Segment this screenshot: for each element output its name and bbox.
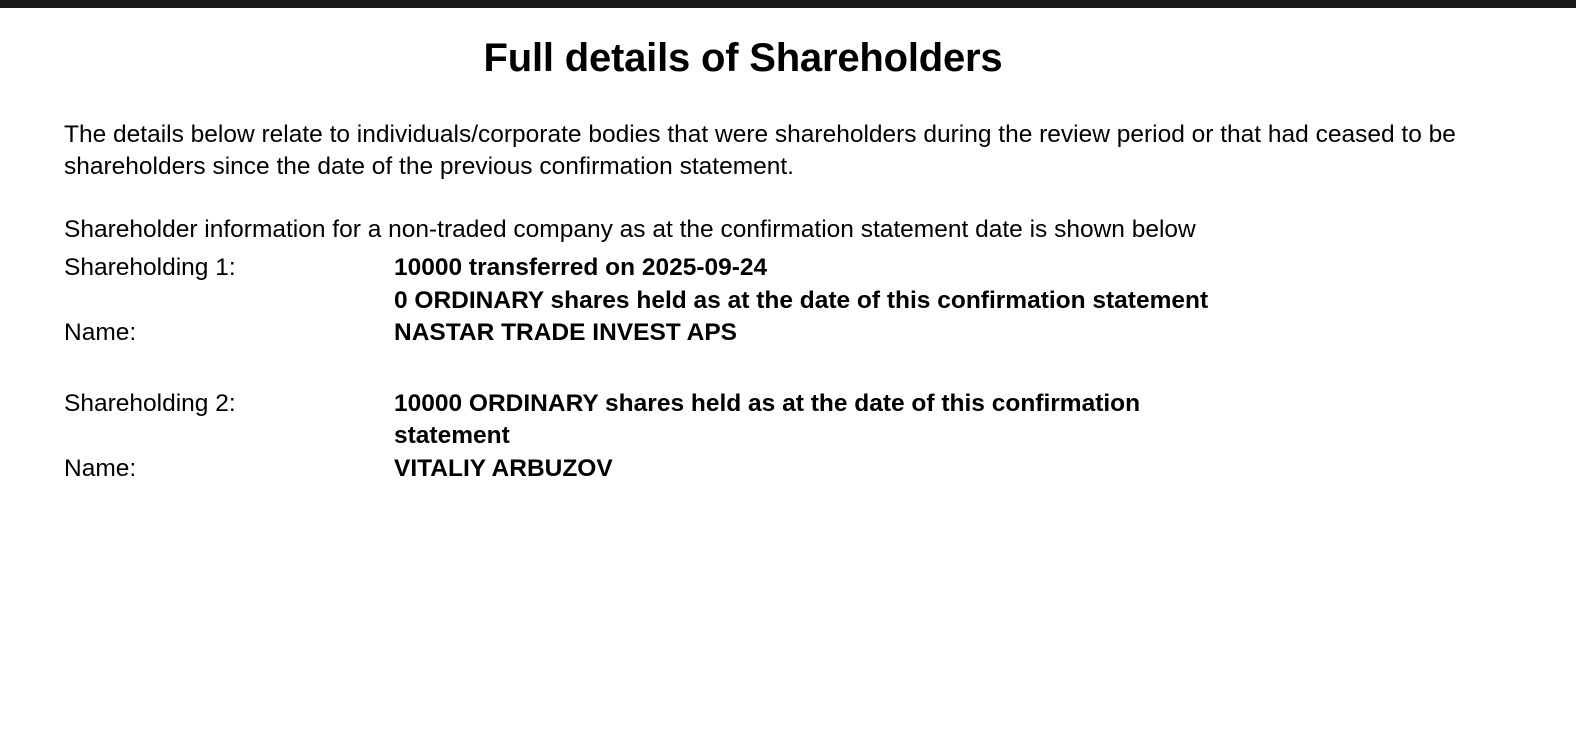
shareholding-1-line-1: 10000 transferred on 2025-09-24 — [394, 253, 768, 281]
shareholding-2-line-2: statement — [394, 422, 510, 450]
shareholding-1-name-value: NASTAR TRADE INVEST APS — [394, 319, 738, 347]
shareholding-1-line-2: 0 ORDINARY shares held as at the date of this confirmation statement — [394, 286, 1209, 314]
shareholding-1-name-row — [64, 317, 1512, 350]
shareholdings-list — [64, 252, 1512, 485]
shareholding-1-row — [64, 252, 1512, 317]
page-title: Full details of Shareholders — [483, 36, 1003, 80]
shareholding-2-name-value: VITALIY ARBUZOV — [394, 454, 613, 482]
shareholding-2-row — [64, 388, 1512, 453]
shareholding-2-line-1: 10000 ORDINARY shares held as at the date of this confirmation — [394, 389, 1141, 417]
intro-paragraph-1: The details below relate to individuals/corporate bodies that were shareholders during the review period or that had ceased to be shareholders since the date of the previous confirmation statement. — [64, 121, 1456, 181]
shareholding-2-label: Shareholding 2: — [64, 389, 236, 417]
shareholding-1-label: Shareholding 1: — [64, 253, 236, 281]
page-top-rule — [0, 0, 1576, 8]
intro-paragraph-2: Shareholder information for a non-traded company as at the confirmation statement date is shown below — [64, 215, 1196, 243]
document-content — [0, 8, 1576, 485]
shareholding-2-value — [394, 388, 1140, 453]
shareholding-spacer — [64, 350, 1512, 388]
shareholding-1-name-label: Name: — [64, 319, 137, 347]
shareholding-2-name-label: Name: — [64, 454, 137, 482]
shareholding-1-value — [394, 252, 1208, 317]
shareholding-2-name-row — [64, 453, 1512, 486]
